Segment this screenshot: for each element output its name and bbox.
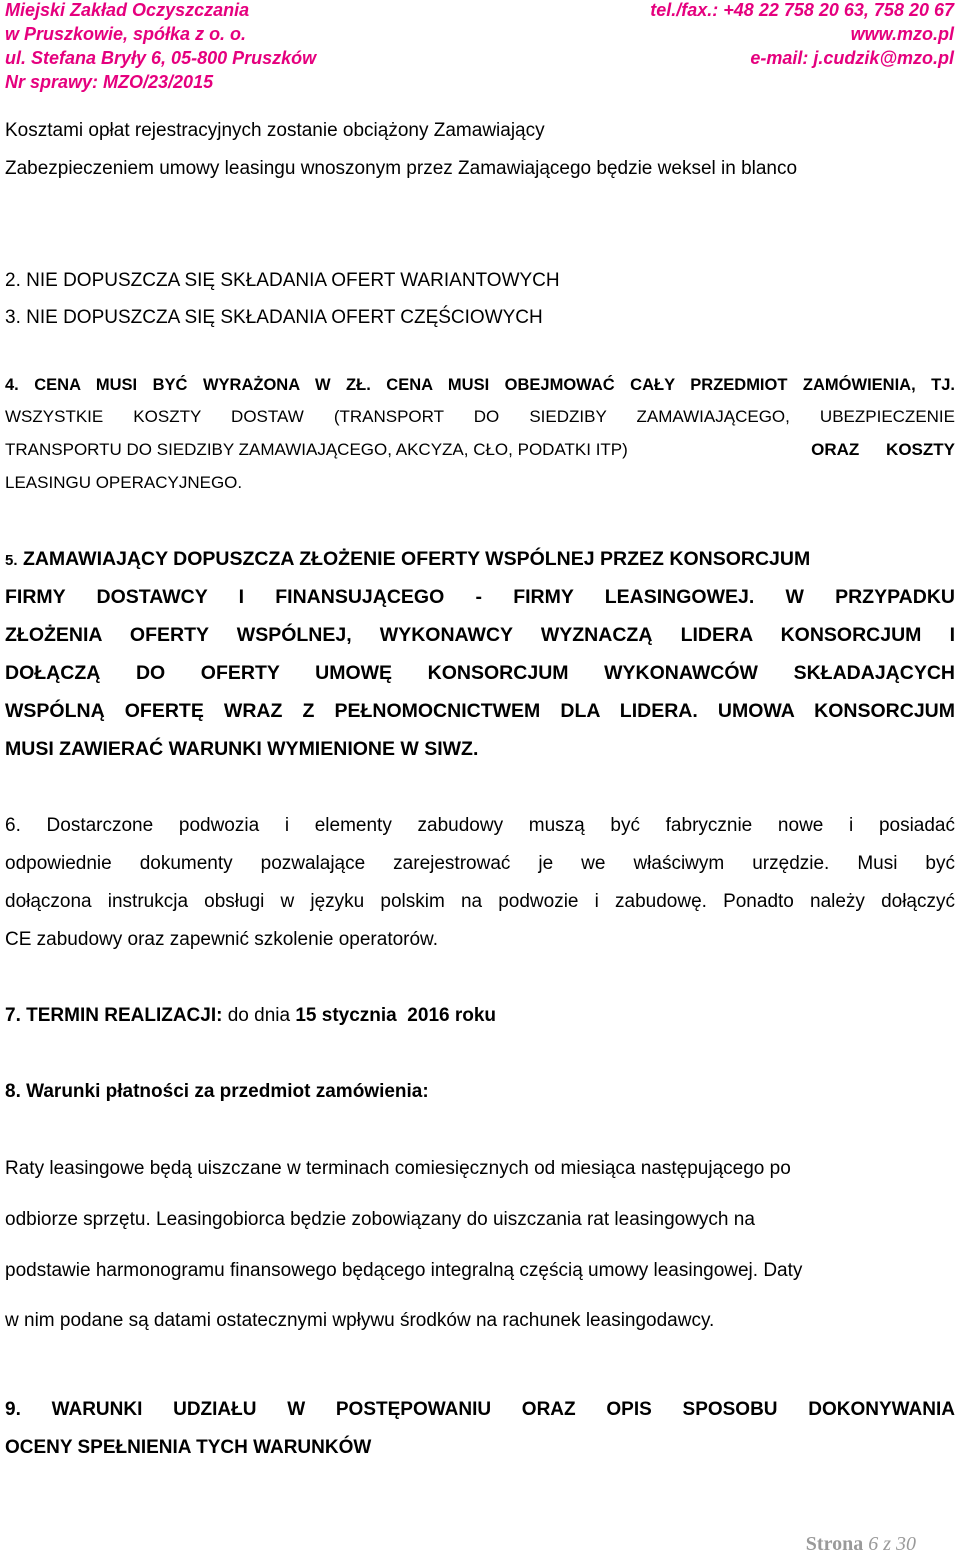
item-7-date: 15 stycznia 2016 roku: [295, 1005, 497, 1026]
footer-of: z: [883, 1533, 891, 1555]
company-street: ul. Stefana Bryły 6, 05-800 Pruszków: [5, 48, 317, 68]
item-6-line-2: odpowiednie dokumenty pozwalające zarejestrować je we właściwym urzędzie. Musi być: [5, 853, 955, 874]
item-8-line-3: podstawie harmonogramu finansowego będącego integralną częścią umowy leasingowej. Daty: [5, 1260, 803, 1281]
item-5-line-1-text: ZAMAWIAJĄCY DOPUSZCZA ZŁOŻENIE OFERTY WSPÓLNEJ PRZEZ KONSORCJUM: [22, 548, 811, 570]
item-3-no-partial-offers: 3. NIE DOPUSZCZA SIĘ SKŁADANIA OFERT CZĘŚCIOWYCH: [5, 307, 543, 328]
item-7-text: do dnia: [222, 1005, 296, 1026]
item-6-line-1: 6. Dostarczone podwozia i elementy zabudowy muszą być fabrycznie nowe i posiadać: [5, 815, 955, 836]
item-8-line-2: odbiorze sprzętu. Leasingobiorca będzie zobowiązany do uiszczania rat leasingowych na: [5, 1209, 755, 1230]
item-5-line-6: MUSI ZAWIERAĆ WARUNKI WYMIENIONE W SIWZ.: [5, 738, 479, 760]
company-website-link[interactable]: www.mzo.pl: [850, 24, 954, 44]
item-4-line-3: [5, 440, 955, 460]
company-address-block: [5, 0, 316, 70]
item-4-line-2: WSZYSTKIE KOSZTY DOSTAW (TRANSPORT DO SIEDZIBY ZAMAWIAJĄCEGO, UBEZPIECZENIE: [5, 407, 955, 426]
item-2-no-variant-offers: 2. NIE DOPUSZCZA SIĘ SKŁADANIA OFERT WARIANTOWYCH: [5, 270, 560, 291]
item-6-line-3: dołączona instrukcja obsługi w języku polskim na podwozie i zabudowę. Ponadto należy dołączyć: [5, 891, 955, 912]
item-5-line-3: ZŁOŻENIA OFERTY WSPÓLNEJ, WYKONAWCY WYZNACZĄ LIDERA KONSORCJUM I: [5, 624, 955, 646]
item-8-heading: 8. Warunki płatności za przedmiot zamówienia:: [5, 1081, 429, 1102]
footer-page: 6: [868, 1533, 879, 1555]
item-6-line-4: CE zabudowy oraz zapewnić szkolenie operatorów.: [5, 929, 439, 950]
item-4-line-3-main: TRANSPORTU DO SIEDZIBY ZAMAWIAJĄCEGO, AKCYZA, CŁO, PODATKI ITP): [5, 440, 628, 459]
registration-costs-text: Kosztami opłat rejestracyjnych zostanie obciążony Zamawiający: [5, 120, 545, 141]
item-4-line-3-end: ORAZ KOSZTY: [811, 440, 955, 459]
footer-total: 30: [896, 1533, 916, 1555]
item-9-line-1: 9. WARUNKI UDZIAŁU W POSTĘPOWANIU ORAZ OPIS SPOSOBU DOKONYWANIA: [5, 1399, 955, 1420]
company-legal-form: w Pruszkowie, spółka z o. o.: [5, 24, 247, 44]
company-contact-block: [650, 0, 954, 70]
item-7-delivery-term: [5, 1006, 955, 1026]
case-number: Nr sprawy: MZO/23/2015: [5, 72, 214, 92]
item-5-line-2: FIRMY DOSTAWCY I FINANSUJĄCEGO - FIRMY LEASINGOWEJ. W PRZYPADKU: [5, 586, 955, 608]
item-4-line-4: LEASINGU OPERACYJNEGO.: [5, 473, 243, 492]
item-4-line-1: 4. CENA MUSI BYĆ WYRAŻONA W ZŁ. CENA MUSI OBEJMOWAĆ CAŁY PRZEDMIOT ZAMÓWIENIA, TJ.: [5, 376, 955, 394]
item-7-label: 7. TERMIN REALIZACJI:: [5, 1005, 223, 1026]
item-8-line-4: w nim podane są datami ostatecznymi wpływu środków na rachunek leasingodawcy.: [5, 1310, 715, 1331]
security-text: Zabezpieczeniem umowy leasingu wnoszonym przez Zamawiającego będzie weksel in blanco: [5, 158, 798, 179]
item-5-line-1: [5, 549, 955, 571]
company-phone: tel./fax.: +48 22 758 20 63, 758 20 67: [650, 0, 954, 20]
page-number-footer: [806, 1533, 916, 1556]
item-9-line-2: OCENY SPEŁNIENIA TYCH WARUNKÓW: [5, 1437, 372, 1458]
item-5-line-5: WSPÓLNĄ OFERTĘ WRAZ Z PEŁNOMOCNICTWEM DLA LIDERA. UMOWA KONSORCJUM: [5, 700, 955, 722]
item-5-number: 5.: [5, 552, 18, 569]
footer-label: Strona: [805, 1533, 864, 1555]
company-email-link[interactable]: e-mail: j.cudzik@mzo.pl: [750, 48, 954, 68]
item-5-line-4: DOŁĄCZĄ DO OFERTY UMOWĘ KONSORCJUM WYKONAWCÓW SKŁADAJĄCYCH: [5, 662, 955, 684]
item-8-line-1: Raty leasingowe będą uiszczane w terminach comiesięcznych od miesiąca następującego po: [5, 1158, 791, 1179]
company-name: Miejski Zakład Oczyszczania: [5, 0, 250, 20]
